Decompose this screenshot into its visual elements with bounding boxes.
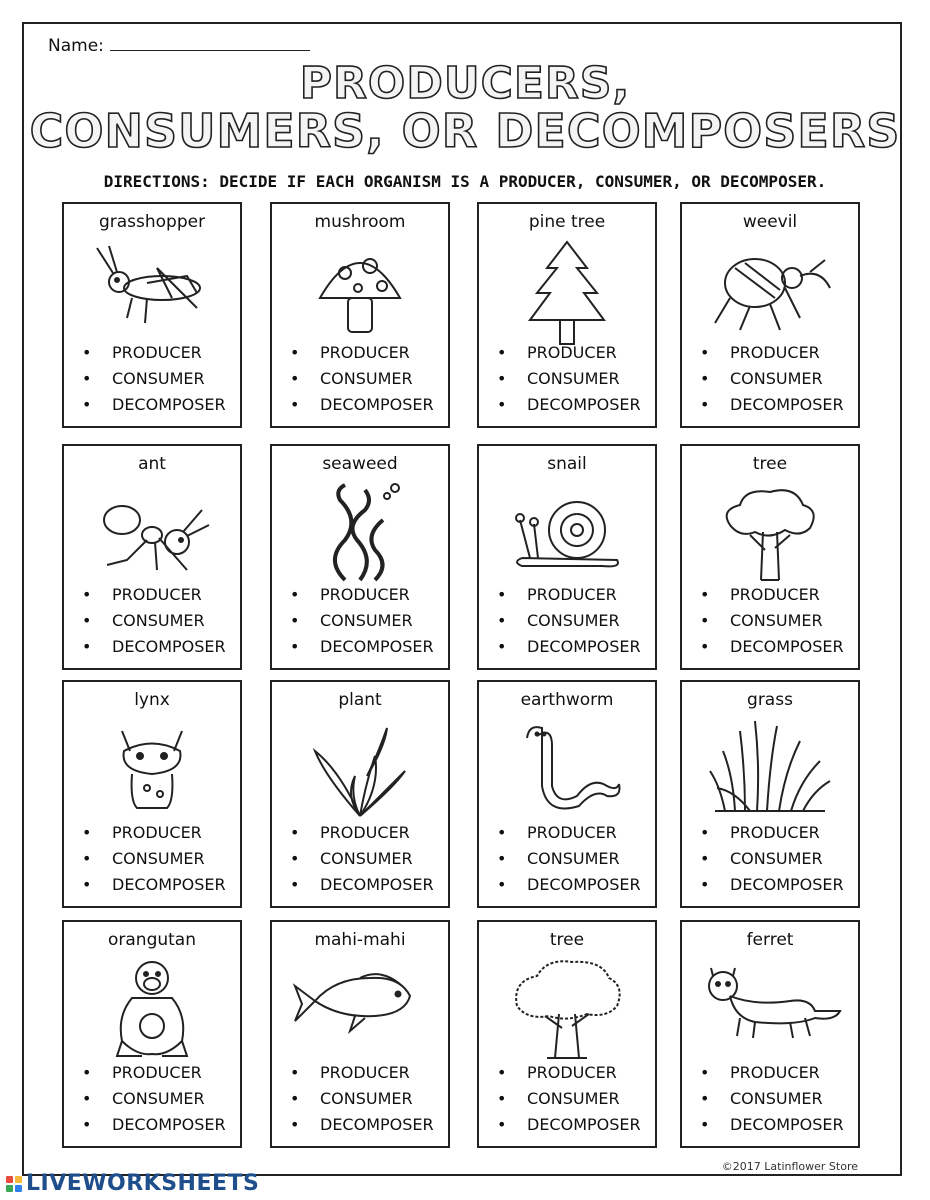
card-grass [680, 680, 860, 908]
option-producer[interactable]: • PRODUCER [290, 1063, 410, 1082]
option-consumer[interactable]: • CONSUMER [82, 1089, 205, 1108]
card-title: seaweed [322, 454, 398, 474]
fish-icon [272, 956, 448, 1066]
option-producer[interactable]: • PRODUCER [497, 1063, 617, 1082]
option-decomposer[interactable]: • DECOMPOSER [290, 1115, 434, 1134]
option-consumer[interactable]: • CONSUMER [700, 849, 823, 868]
card-title: earthworm [520, 690, 614, 710]
option-producer[interactable]: • PRODUCER [290, 585, 410, 604]
card-title: mahi-mahi [314, 930, 406, 950]
answer-options [497, 1060, 649, 1138]
option-producer[interactable]: • PRODUCER [700, 585, 820, 604]
option-decomposer[interactable]: • DECOMPOSER [700, 875, 844, 894]
leafy-tree-icon [479, 956, 655, 1066]
option-decomposer[interactable]: • DECOMPOSER [700, 395, 844, 414]
card-title: mushroom [314, 212, 406, 232]
pine-tree-icon [479, 238, 655, 348]
answer-options [700, 820, 852, 898]
option-producer[interactable]: • PRODUCER [497, 585, 617, 604]
option-producer[interactable]: • PRODUCER [700, 823, 820, 842]
card-title: lynx [134, 690, 170, 710]
answer-options [82, 582, 234, 660]
option-producer[interactable]: • PRODUCER [82, 1063, 202, 1082]
option-decomposer[interactable]: • DECOMPOSER [497, 637, 641, 656]
option-consumer[interactable]: • CONSUMER [497, 849, 620, 868]
card-title: ant [138, 454, 166, 474]
answer-options [290, 1060, 442, 1138]
card-title: pine tree [528, 212, 606, 232]
tree-icon [682, 480, 858, 590]
logo-square [15, 1176, 22, 1183]
answer-options [700, 582, 852, 660]
option-producer[interactable]: • PRODUCER [700, 1063, 820, 1082]
card-title: orangutan [107, 930, 196, 950]
copyright-text: ©2017 Latinflower Store [721, 1160, 858, 1173]
option-decomposer[interactable]: • DECOMPOSER [82, 637, 226, 656]
card-plant [270, 680, 450, 908]
card-grasshopper [62, 202, 242, 428]
card-leafy-tree [477, 920, 657, 1148]
logo-square [6, 1176, 13, 1183]
brand-mark-icon [6, 1176, 22, 1192]
option-decomposer[interactable]: • DECOMPOSER [82, 875, 226, 894]
option-consumer[interactable]: • CONSUMER [700, 1089, 823, 1108]
option-producer[interactable]: • PRODUCER [82, 343, 202, 362]
option-producer[interactable]: • PRODUCER [497, 823, 617, 842]
option-consumer[interactable]: • CONSUMER [497, 369, 620, 388]
option-producer[interactable]: • PRODUCER [700, 343, 820, 362]
snail-icon [479, 480, 655, 590]
grass-icon [682, 716, 858, 826]
option-decomposer[interactable]: • DECOMPOSER [497, 395, 641, 414]
answer-options [290, 582, 442, 660]
card-title: snail [547, 454, 587, 474]
option-decomposer[interactable]: • DECOMPOSER [700, 637, 844, 656]
option-decomposer[interactable]: • DECOMPOSER [82, 395, 226, 414]
card-lynx [62, 680, 242, 908]
card-tree [680, 444, 860, 670]
option-consumer[interactable]: • CONSUMER [82, 849, 205, 868]
answer-options [82, 1060, 234, 1138]
card-title: ferret [746, 930, 794, 950]
answer-options [497, 340, 649, 418]
option-producer[interactable]: • PRODUCER [82, 585, 202, 604]
card-mushroom [270, 202, 450, 428]
title-line-2: CONSUMERS, OR DECOMPOSERS [29, 104, 901, 158]
option-decomposer[interactable]: • DECOMPOSER [290, 395, 434, 414]
option-decomposer[interactable]: • DECOMPOSER [290, 875, 434, 894]
ant-icon [64, 480, 240, 590]
card-orangutan [62, 920, 242, 1148]
option-consumer[interactable]: • CONSUMER [290, 849, 413, 868]
plant-icon [272, 716, 448, 826]
name-field [48, 36, 310, 56]
option-decomposer[interactable]: • DECOMPOSER [290, 637, 434, 656]
answer-options [290, 820, 442, 898]
option-decomposer[interactable]: • DECOMPOSER [497, 875, 641, 894]
card-earthworm [477, 680, 657, 908]
card-mahi-mahi [270, 920, 450, 1148]
card-ferret [680, 920, 860, 1148]
answer-options [497, 582, 649, 660]
directions-text: DIRECTIONS: DECIDE IF EACH ORGANISM IS A PRODUCER, CONSUMER, OR DECOMPOSER. [103, 172, 827, 191]
option-producer[interactable]: • PRODUCER [82, 823, 202, 842]
card-ant [62, 444, 242, 670]
card-title: grass [747, 690, 793, 710]
logo-square [15, 1185, 22, 1192]
option-producer[interactable]: • PRODUCER [497, 343, 617, 362]
card-snail [477, 444, 657, 670]
seaweed-icon [272, 480, 448, 590]
weevil-icon [682, 238, 858, 348]
lynx-icon [64, 716, 240, 826]
answer-options [290, 340, 442, 418]
logo-square [6, 1185, 13, 1192]
card-title: grasshopper [98, 212, 206, 232]
option-consumer[interactable]: • CONSUMER [290, 369, 413, 388]
mushroom-icon [272, 238, 448, 348]
ferret-icon [682, 956, 858, 1066]
earthworm-icon [479, 716, 655, 826]
answer-options [700, 1060, 852, 1138]
option-consumer[interactable]: • CONSUMER [497, 611, 620, 630]
answer-options [82, 340, 234, 418]
option-consumer[interactable]: • CONSUMER [700, 369, 823, 388]
option-consumer[interactable]: • CONSUMER [290, 1089, 413, 1108]
card-seaweed [270, 444, 450, 670]
name-input-line[interactable] [110, 36, 310, 51]
card-title: plant [338, 690, 382, 710]
title-line-1: PRODUCERS, [299, 58, 631, 109]
brand-logo[interactable] [6, 1171, 259, 1196]
grasshopper-icon [64, 238, 240, 348]
option-decomposer[interactable]: • DECOMPOSER [497, 1115, 641, 1134]
option-consumer[interactable]: • CONSUMER [700, 611, 823, 630]
card-title: tree [549, 930, 585, 950]
answer-options [700, 340, 852, 418]
brand-name: LIVEWORKSHEETS [26, 1171, 260, 1196]
card-weevil [680, 202, 860, 428]
option-consumer[interactable]: • CONSUMER [82, 611, 205, 630]
option-consumer[interactable]: • CONSUMER [82, 369, 205, 388]
answer-options [497, 820, 649, 898]
answer-options [82, 820, 234, 898]
option-producer[interactable]: • PRODUCER [290, 343, 410, 362]
name-label: Name: [48, 36, 104, 56]
card-title: tree [752, 454, 788, 474]
card-pine-tree [477, 202, 657, 428]
card-title: weevil [742, 212, 798, 232]
option-consumer[interactable]: • CONSUMER [290, 611, 413, 630]
option-decomposer[interactable]: • DECOMPOSER [82, 1115, 226, 1134]
option-producer[interactable]: • PRODUCER [290, 823, 410, 842]
option-consumer[interactable]: • CONSUMER [497, 1089, 620, 1108]
orangutan-icon [64, 956, 240, 1066]
option-decomposer[interactable]: • DECOMPOSER [700, 1115, 844, 1134]
